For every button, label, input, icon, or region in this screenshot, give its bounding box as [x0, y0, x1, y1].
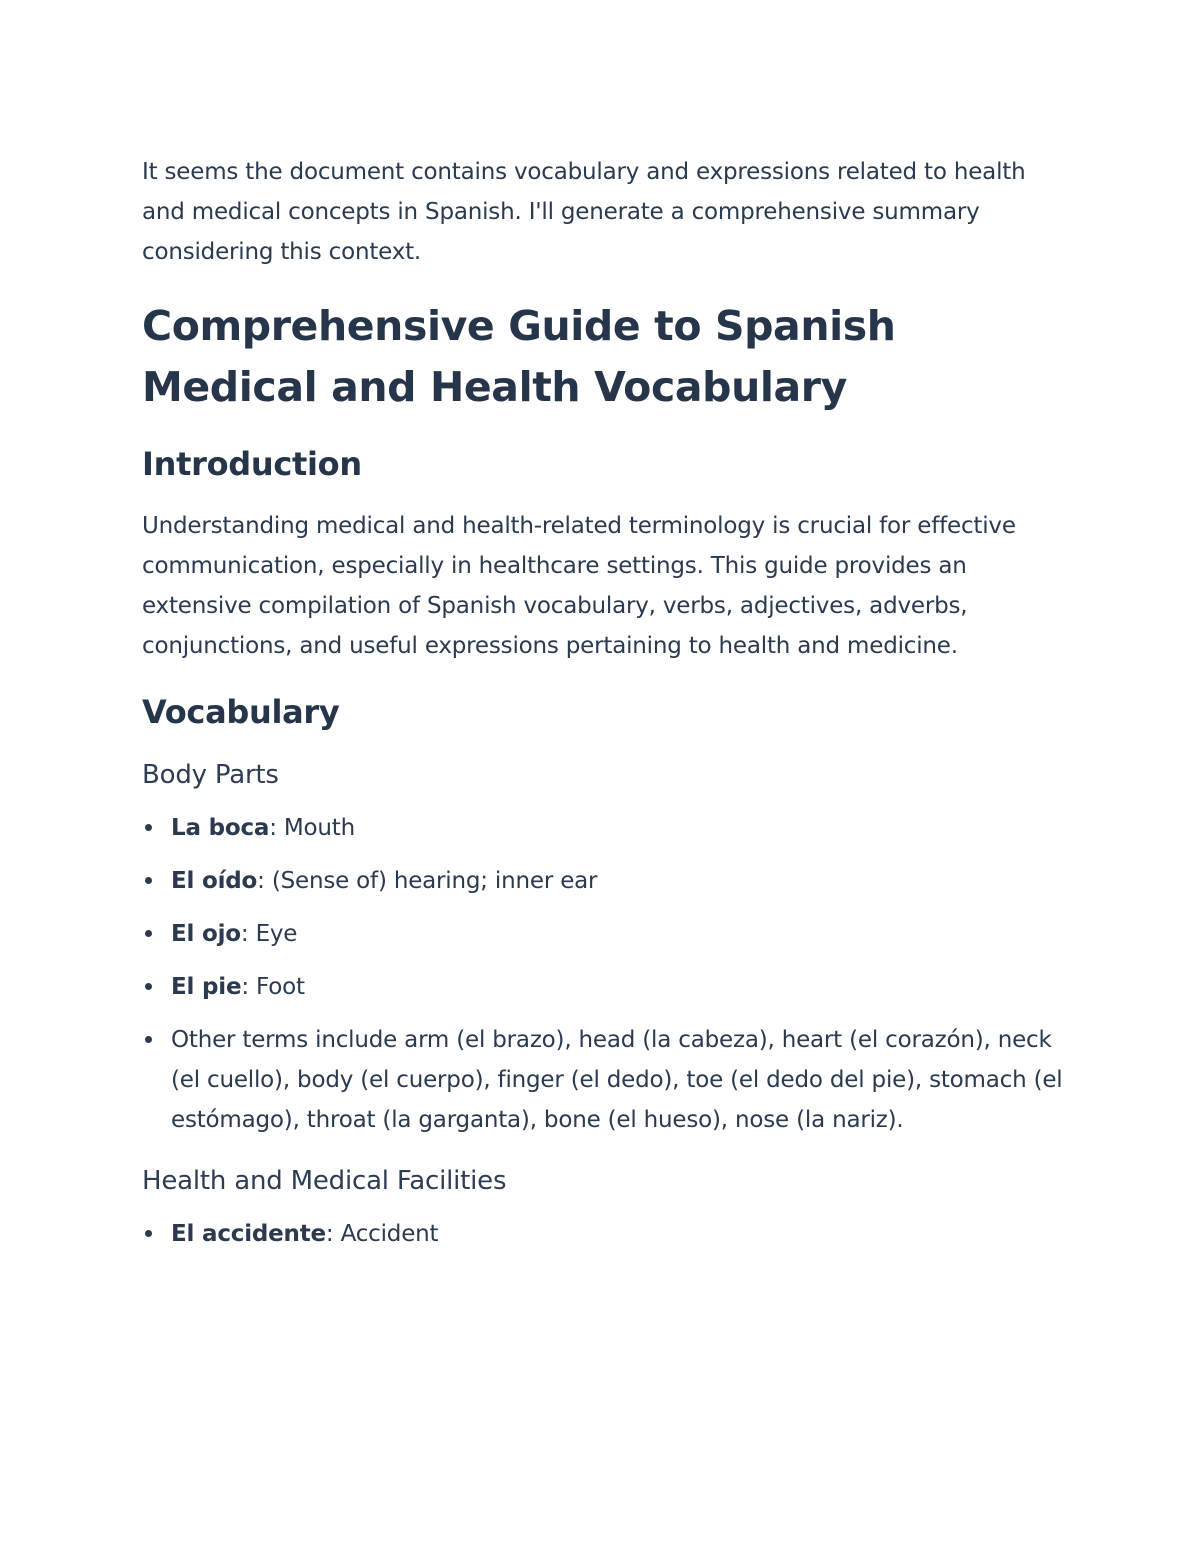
term: El oído	[171, 868, 258, 894]
bullet-icon	[145, 877, 152, 884]
bullet-icon	[145, 1036, 152, 1043]
term-separator: :	[240, 921, 256, 947]
introduction-text: Understanding medical and health-related terminology is crucial for effective communication, especially in healthcare settings. This guide provides an extensive compilation of Spanish vocabulary, verbs, adjectives, adverbs, conjunctions, and useful expressions pertaining to health and medicine.	[142, 513, 1016, 659]
meaning: Mouth	[283, 815, 355, 841]
bullet-icon	[145, 983, 152, 990]
document-title: Comprehensive Guide to Spanish Medical and Health Vocabulary	[142, 302, 896, 411]
term-separator: :	[257, 868, 272, 894]
meaning: Accident	[340, 1221, 439, 1247]
list-item	[142, 808, 1072, 848]
body-parts-heading: Body Parts	[142, 760, 279, 790]
body-parts-list	[142, 808, 1072, 1140]
bullet-icon	[145, 824, 152, 831]
term: El pie	[171, 974, 242, 1000]
other-terms-text: Other terms include arm (el brazo), head (la cabeza), heart (el corazón), neck (el cuello), body (el cuerpo), finger (el dedo), toe (el dedo del pie), stomach (el estómago), throat (la garganta), bone (el hueso), nose (la nariz).	[171, 1027, 1063, 1133]
term-separator: :	[241, 974, 257, 1000]
term: El ojo	[171, 921, 241, 947]
list-item	[142, 861, 1072, 901]
list-item	[142, 967, 1072, 1007]
vocabulary-heading: Vocabulary	[142, 693, 340, 731]
term-separator: :	[269, 815, 284, 841]
meaning: Foot	[256, 974, 305, 1000]
list-item	[142, 914, 1072, 954]
document-page	[142, 152, 1072, 1267]
bullet-icon	[145, 930, 152, 937]
term-separator: :	[325, 1221, 341, 1247]
term: La boca	[171, 815, 270, 841]
meaning: Eye	[255, 921, 298, 947]
meaning: (Sense of) hearing; inner ear	[271, 868, 598, 894]
intro-note: It seems the document contains vocabulary and expressions related to health and medical concepts in Spanish. I'll generate a comprehensive summary considering this context.	[142, 159, 1026, 265]
facilities-heading: Health and Medical Facilities	[142, 1166, 507, 1196]
list-item	[142, 1214, 1072, 1254]
bullet-icon	[145, 1230, 152, 1237]
introduction-heading: Introduction	[142, 445, 362, 483]
facilities-list	[142, 1214, 1072, 1254]
term: El accidente	[171, 1221, 326, 1247]
list-item	[142, 1020, 1072, 1140]
